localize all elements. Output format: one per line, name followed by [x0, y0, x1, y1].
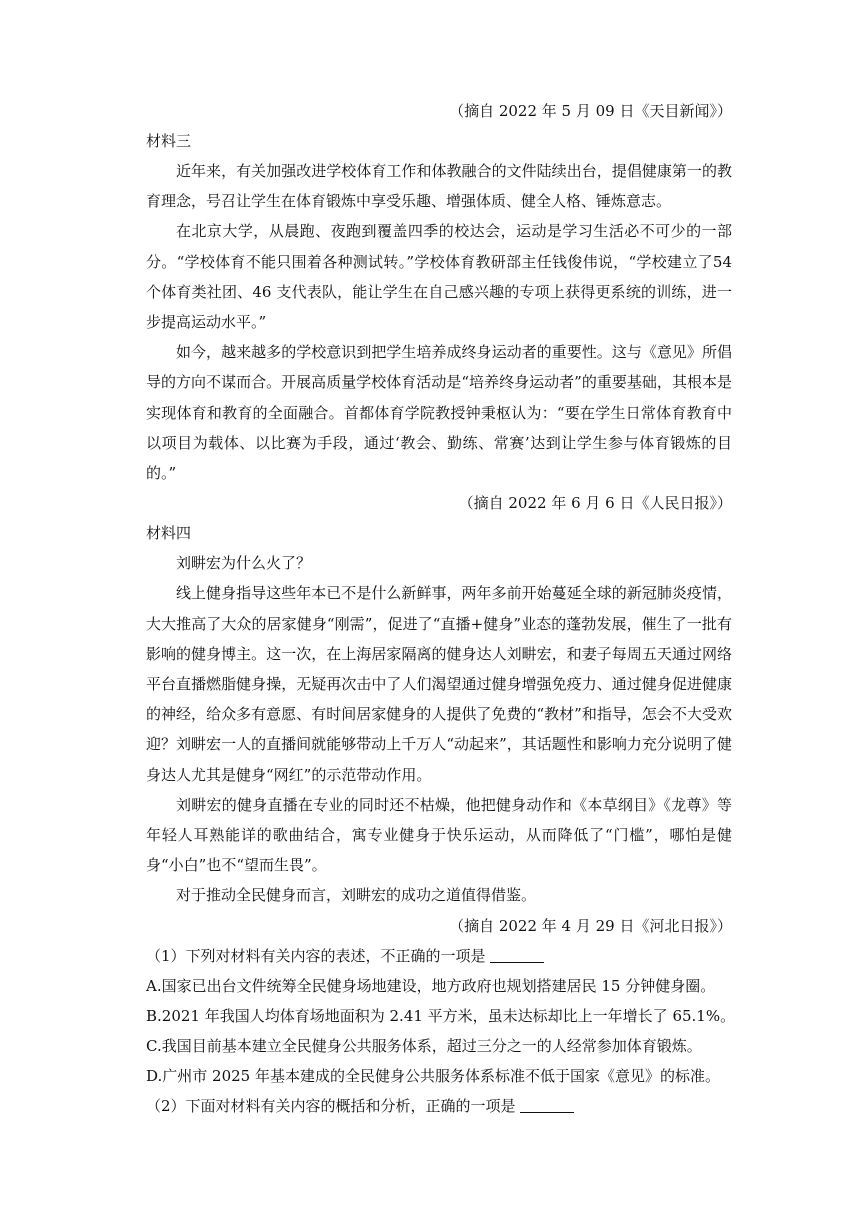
question-1-text: （1）下列对材料有关内容的表述，不正确的一项是 [146, 946, 486, 965]
material-3-paragraph: 在北京大学，从晨跑、夜跑到覆盖四季的校达会，运动是学习生活必不可少的一部分。“学校体育不能只围着各种测试转。”学校体育教研部主任钱俊伟说，“学校建立了54 个体育类社团、46 支代表队，能让学生在自己感兴趣的专项上获得更系统的训练，进一步提高运动水平。” [146, 222, 732, 332]
answer-blank[interactable] [490, 946, 544, 963]
option-a: A.国家已出台文件统筹全民健身场地建设，地方政府也规划搭建居民 15 分钟健身圈。 [146, 976, 716, 995]
option-d: D.广州市 2025 年基本建成的全民健身公共服务体系标准不低于国家《意见》的标准。 [146, 1066, 720, 1085]
material-4-paragraph: 对于推动全民健身而言，刘畊宏的成功之道值得借鉴。 [176, 886, 537, 905]
question-1-stem [146, 941, 732, 971]
material-4-paragraph: 线上健身指导这些年本已不是什么新鲜事，两年多前开始蔓延全球的新冠肺炎疫情，大大推高了大众的居家健身“刚需”，促进了“直播+健身”业态的蓬勃发展，催生了一批有影响的健身博主。这一次，在上海居家隔离的健身达人刘畊宏，和妻子每周五天通过网络平台直播燃脂健身操，无疑再次击中了人们渴望通过健身增强免疫力、通过健身促进健康的神经，给众多有意愿、有时间居家健身的人提供了免费的“教材”和指导，怎会不大受欢迎？刘畊宏一人的直播间就能够带动上千万人“动起来”，其话题性和影响力充分说明了健身达人尤其是健身“网红”的示范带动作用。 [146, 584, 732, 784]
option-b: B.2021 年我国人均体育场地面积为 2.41 平方米，虽未达标却比上一年增长了 65.1%。 [146, 1006, 736, 1025]
answer-blank[interactable] [520, 1096, 574, 1113]
question-2-text: （2）下面对材料有关内容的概括和分析，正确的一项是 [146, 1096, 516, 1115]
source-citation-3: （摘自 2022 年 6 月 6 日《人民日报》） [458, 494, 732, 513]
document-page [146, 96, 736, 1121]
material-4-heading: 材料四 [146, 524, 192, 543]
material-4-paragraph: 刘畊宏为什么火了？ [176, 554, 312, 573]
material-4-paragraph: 刘畊宏的健身直播在专业的同时还不枯燥，他把健身动作和《本草纲目》《龙尊》等年轻人耳熟能详的歌曲结合，寓专业健身于快乐运动，从而降低了“门槛”，哪怕是健身“小白”也不“望而生畏”。 [146, 795, 732, 875]
question-2-stem [146, 1091, 732, 1121]
material-3-paragraph: 近年来，有关加强改进学校体育工作和体教融合的文件陆续出台，提倡健康第一的教育理念，号召让学生在体育锻炼中享受乐趣、增强体质、健全人格、锤炼意志。 [146, 162, 732, 211]
material-3-paragraph: 如今，越来越多的学校意识到把学生培养成终身运动者的重要性。这与《意见》所倡导的方向不谋而合。开展高质量学校体育活动是“培养终身运动者”的重要基础，其根本是实现体育和教育的全面融合。首都体育学院教授钟秉枢认为：“要在学生日常体育教育中以项目为载体、以比赛为手段，通过‘教会、勤练、常赛’达到让学生参与体育锻炼的目的。” [146, 343, 732, 483]
option-c: C.我国目前基本建立全民健身公共服务体系，超过三分之一的人经常参加体育锻炼。 [146, 1036, 702, 1055]
source-citation-4: （摘自 2022 年 4 月 29 日《河北日报》） [449, 916, 732, 935]
material-3-heading: 材料三 [146, 132, 192, 150]
source-citation-1: （摘自 2022 年 5 月 09 日《天目新闻》） [449, 102, 732, 120]
